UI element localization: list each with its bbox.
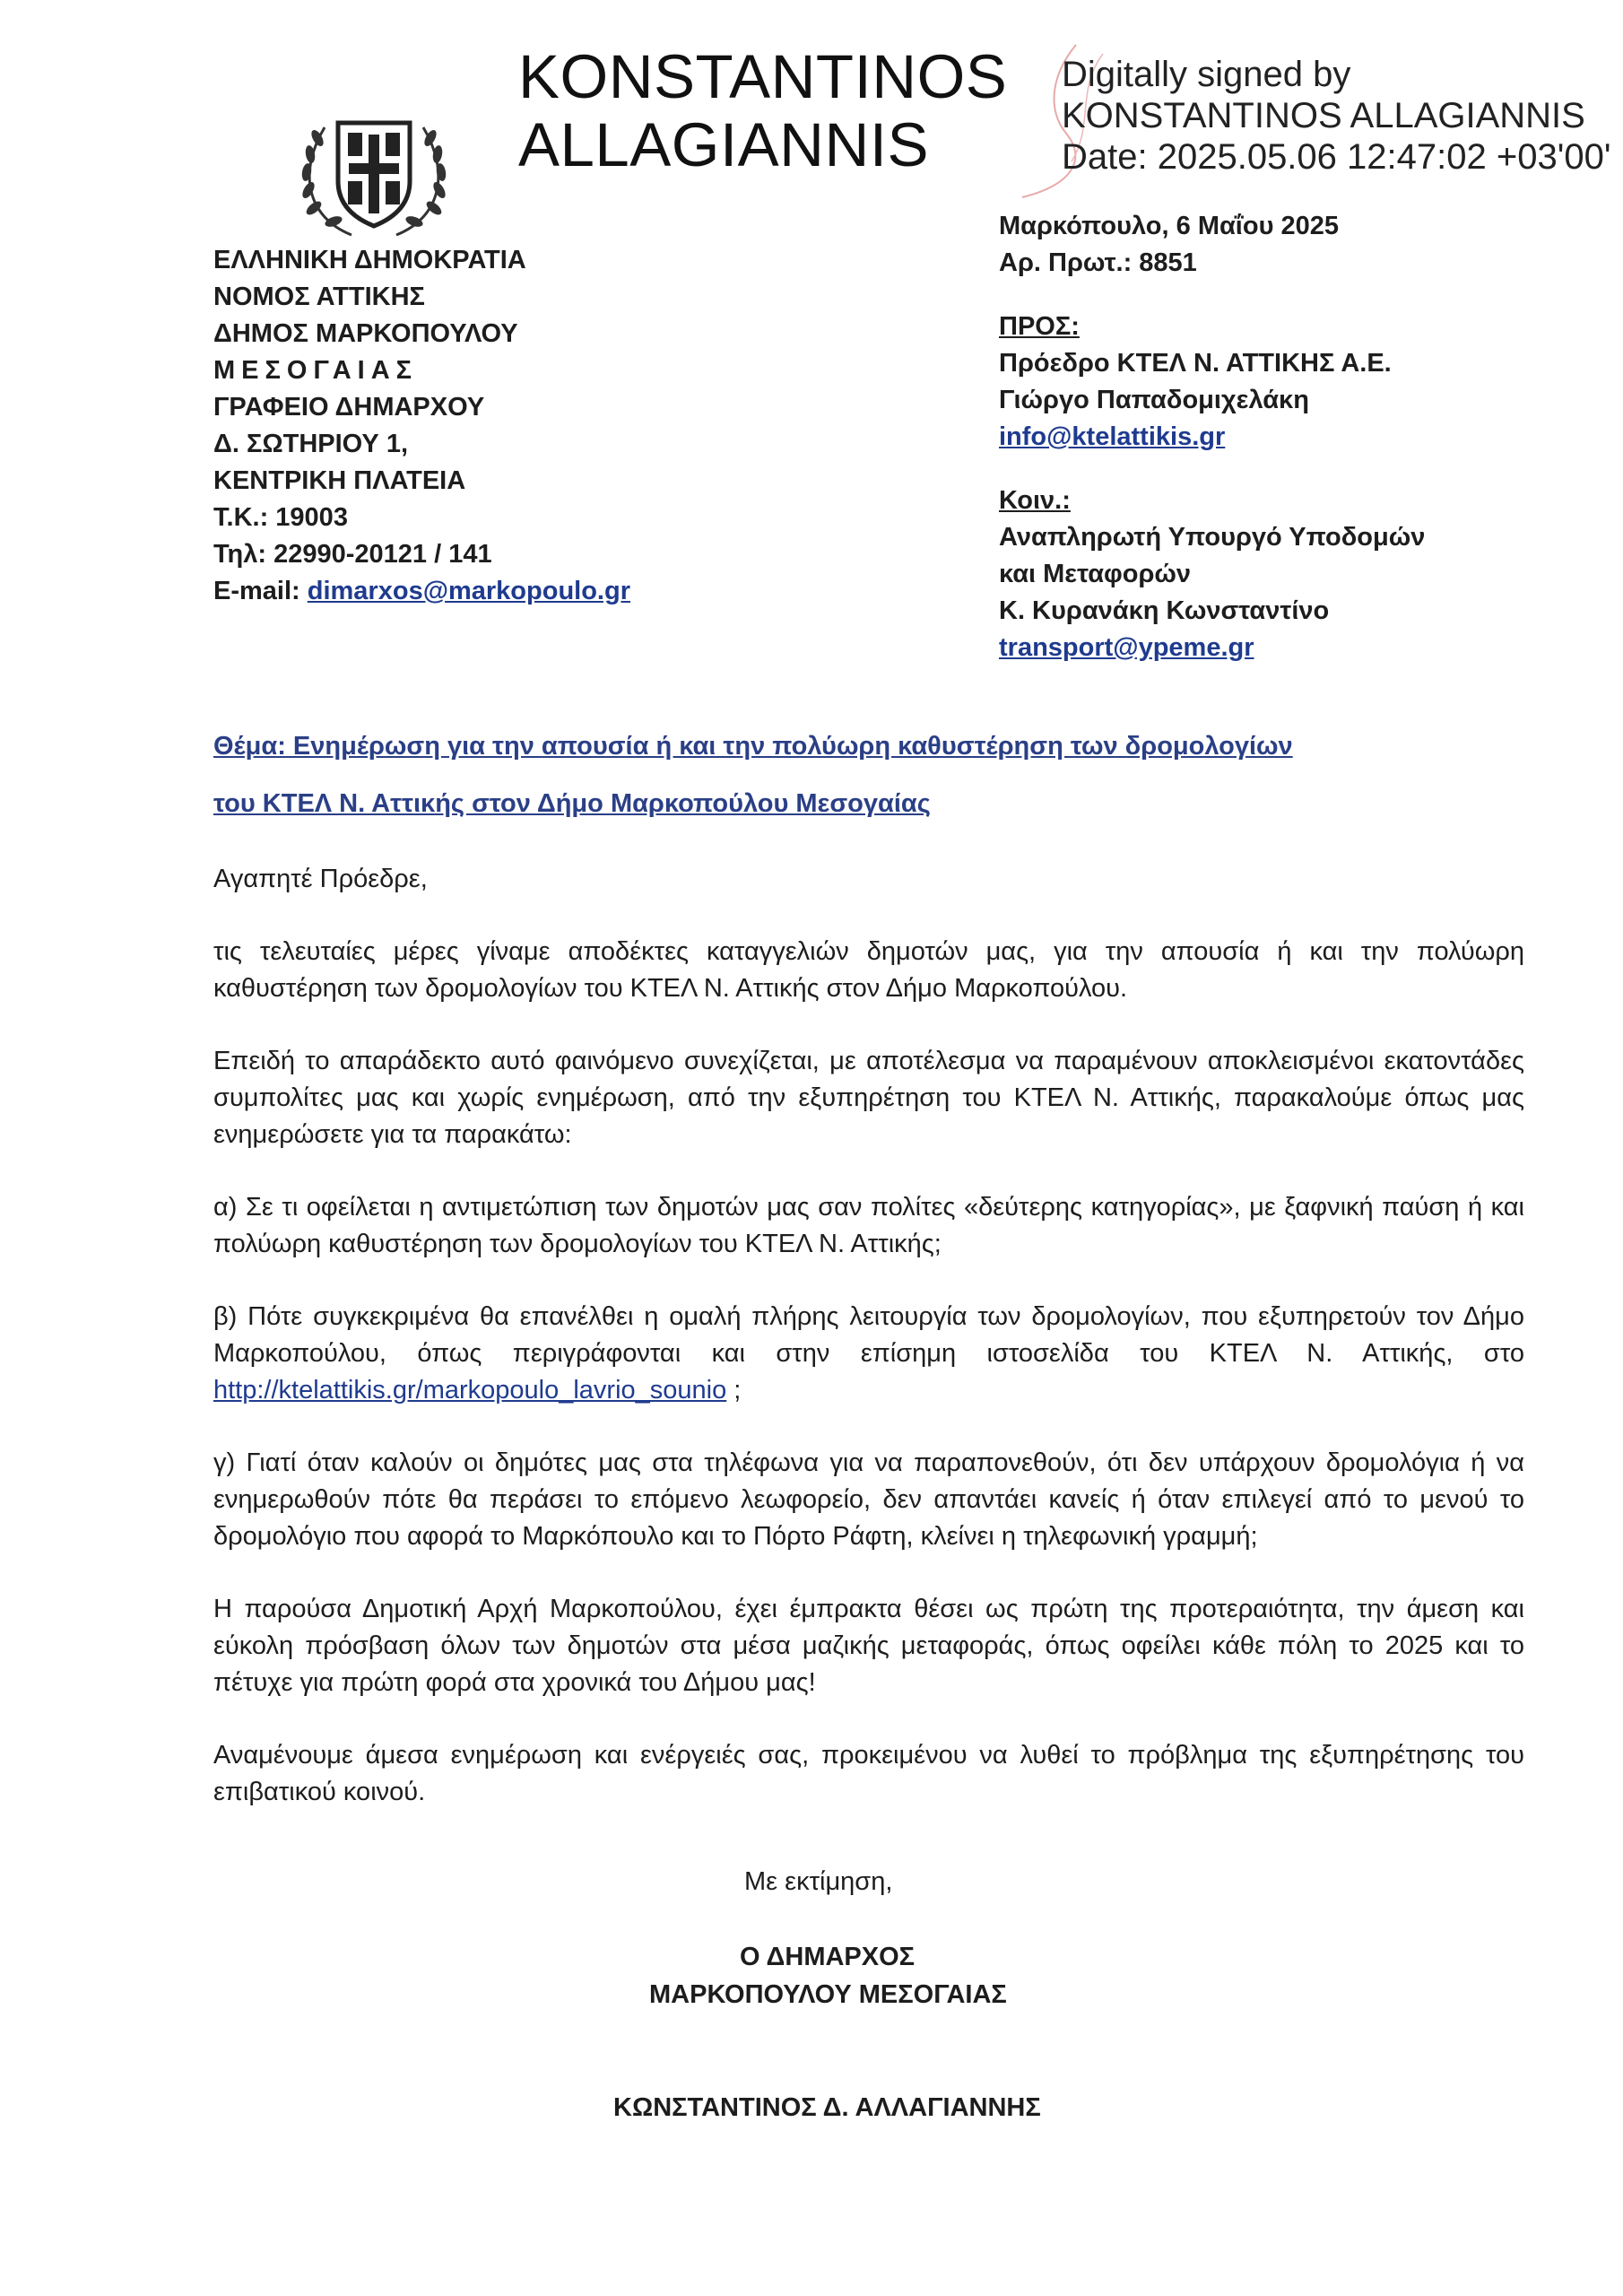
mayor-municipality: ΜΑΡΚΟΠΟΥΛΟΥ ΜΕΣΟΓΑΙΑΣ <box>649 1980 1007 2009</box>
cc-line: Αναπληρωτή Υπουργό Υποδομών <box>999 523 1426 552</box>
digital-signature-block <box>1062 54 1611 178</box>
body-paragraph-b <box>213 1299 1524 1409</box>
cc-line: και Μεταφορών <box>999 560 1192 588</box>
sender-email-link[interactable]: dimarxos@markopoulo.gr <box>307 577 630 605</box>
recipient-email-link[interactable]: info@ktelattikis.gr <box>999 422 1226 451</box>
recipient-line: Πρόεδρο ΚΤΕΛ Ν. ΑΤΤΙΚΗΣ Α.Ε. <box>999 349 1392 378</box>
digital-signature-line1: Digitally signed by <box>1062 55 1351 94</box>
subject-line2: του ΚΤΕΛ Ν. Αττικής στον Δήμο Μαρκοπούλου Μεσογαίας <box>213 789 931 818</box>
sender-line: ΕΛΛΗΝΙΚΗ ΔΗΜΟΚΡΑΤΙΑ <box>213 246 526 274</box>
body-paragraph: Αναμένουμε άμεσα ενημέρωση και ενέργειές σας, προκειμένου να λυθεί το πρόβλημα της εξυπηρέτησης του επιβατικού κοινού. <box>213 1741 1524 1806</box>
signer-name-line1: KONSTANTINOS <box>518 42 1008 111</box>
sender-email-label: E-mail: <box>213 577 308 605</box>
mayor-name: ΚΩΝΣΤΑΝΤΙΝΟΣ Δ. ΑΛΛΑΓΙΑΝΝΗΣ <box>613 2093 1041 2122</box>
sender-block <box>213 242 630 610</box>
sender-phone: Τηλ: 22990-20121 / 141 <box>213 540 492 569</box>
mayor-title: Ο ΔΗΜΑΡΧΟΣ <box>740 1943 916 1971</box>
sender-line: ΓΡΑΦΕΙΟ ΔΗΜΑΡΧΟΥ <box>213 393 485 422</box>
coat-of-arms-icon <box>289 100 459 244</box>
sender-line: ΜΕΣΟΓΑΙΑΣ <box>213 356 419 385</box>
body-paragraph: α) Σε τι οφείλεται η αντιμετώπιση των δημοτών μας σαν πολίτες «δεύτερης κατηγορίας», με ξαφνική παύση ή και πολύωρη καθυστέρηση των δρομολογίων του ΚΤΕΛ Ν. Αττικής; <box>213 1193 1524 1258</box>
ktel-route-link[interactable]: http://ktelattikis.gr/markopoulo_lavrio_sounio <box>213 1376 727 1405</box>
closing-regards: Με εκτίμηση, <box>744 1867 893 1896</box>
sender-line: Δ. ΣΩΤΗΡΙΟΥ 1, <box>213 430 409 458</box>
cc-line: Κ. Κυρανάκη Κωνσταντίνο <box>999 596 1330 625</box>
body-paragraph-b-end: ; <box>726 1376 742 1405</box>
sender-line: ΚΕΝΤΡΙΚΗ ΠΛΑΤΕΙΑ <box>213 466 466 495</box>
digital-signature-line2: KONSTANTINOS ALLAGIANNIS <box>1062 96 1585 135</box>
body-paragraph: Επειδή το απαράδεκτο αυτό φαινόμενο συνεχίζεται, με αποτέλεσμα να παραμένουν αποκλεισμένοι εκατοντάδες συμπολίτες μας και χωρίς ενημέρωση, από την εξυπηρέτηση του ΚΤΕΛ Ν. Αττικής, παρακαλούμε όπως μας ενημερώσετε για τα παρακάτω: <box>213 1047 1524 1149</box>
recipient-block <box>999 208 1425 666</box>
sender-line: ΔΗΜΟΣ ΜΑΡΚΟΠΟΥΛΟΥ <box>213 319 518 348</box>
sender-line: Τ.Κ.: 19003 <box>213 503 348 532</box>
cc-label: Κοιν.: <box>999 486 1071 515</box>
protocol-number: Αρ. Πρωτ.: 8851 <box>999 248 1197 277</box>
recipient-line: Γιώργο Παπαδομιχελάκη <box>999 386 1309 414</box>
body-paragraph: τις τελευταίες μέρες γίναμε αποδέκτες καταγγελιών δημοτών μας, για την απουσία ή και την πολύωρη καθυστέρηση των δρομολογίων του ΚΤΕΛ Ν. Αττικής στον Δήμο Μαρκοπούλου. <box>213 937 1524 1003</box>
to-label: ΠΡΟΣ: <box>999 312 1080 341</box>
signer-name <box>518 42 1008 179</box>
body-paragraph-b-text: β) Πότε συγκεκριμένα θα επανέλθει η ομαλή πλήρης λειτουργία των δρομολογίων, που εξυπηρετούν τον Δήμο Μαρκοπούλου, όπως περιγράφονται και στην επίσημη ιστοσελίδα του ΚΤΕΛ Ν. Αττικής, στο <box>213 1302 1524 1368</box>
body-paragraph: Η παρούσα Δημοτική Αρχή Μαρκοπούλου, έχει έμπρακτα θέσει ως πρώτη της προτεραιότητα, την άμεση και εύκολη πρόσβαση όλων των δημοτών στα μέσα μαζικής μεταφοράς, όπως οφείλει κάθε πόλη το 2025 και το πέτυχε για πρώτη φορά στα χρονικά του Δήμου μας! <box>213 1595 1524 1697</box>
digital-signature-date: Date: 2025.05.06 12:47:02 +03'00' <box>1062 137 1611 177</box>
subject <box>213 718 1558 832</box>
sender-email-row <box>213 573 630 610</box>
body-paragraph: γ) Γιατί όταν καλούν οι δημότες μας στα τηλέφωνα για να παραπονεθούν, ότι δεν υπάρχουν δρομολόγια ή να ενημερωθούν πότε θα περάσει το επόμενο λεωφορείο, δεν απαντάει κανείς ή όταν επιλεγεί από το μενού το δρομολόγιο που αφορά το Μαρκόπουλο και το Πόρτο Ράφτη, κλείνει η τηλεφωνική γραμμή; <box>213 1448 1524 1551</box>
sender-line: ΝΟΜΟΣ ΑΤΤΙΚΗΣ <box>213 283 425 311</box>
signer-name-line2: ALLAGIANNIS <box>518 110 930 179</box>
cc-email-link[interactable]: transport@ypeme.gr <box>999 633 1254 662</box>
subject-line1: Θέμα: Ενημέρωση για την απουσία ή και την πολύωρη καθυστέρηση των δρομολογίων <box>213 732 1293 761</box>
letter-body <box>213 861 1524 1847</box>
salutation: Αγαπητέ Πρόεδρε, <box>213 865 428 893</box>
letter-date: Μαρκόπουλο, 6 Μαΐου 2025 <box>999 212 1340 240</box>
